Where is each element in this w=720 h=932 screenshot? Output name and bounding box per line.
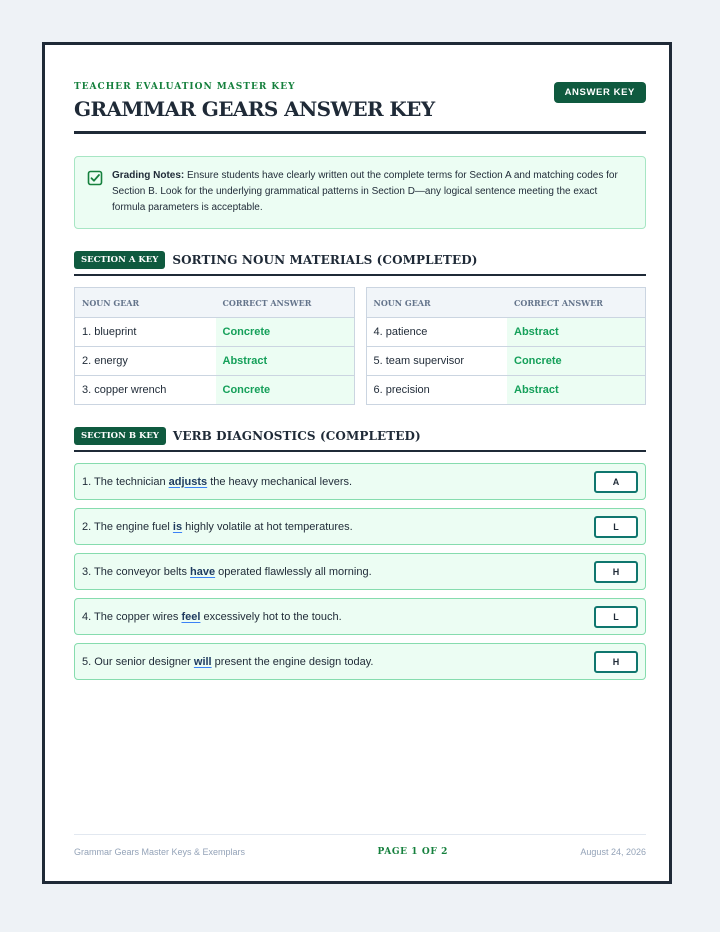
col-header-noun: NOUN GEAR (366, 288, 507, 318)
verb-highlight: will (193, 655, 212, 668)
table-row (75, 347, 355, 376)
sentence-end: the heavy mechanical levers. (207, 475, 353, 488)
sentence (82, 476, 352, 488)
sentence-end: highly volatile at hot temperatures. (182, 520, 353, 533)
noun-table-right (366, 287, 647, 405)
sentence (82, 521, 353, 533)
answer-code-box: H (594, 561, 638, 583)
list-item (74, 598, 646, 635)
noun-cell: 5. team supervisor (366, 347, 507, 376)
answer-cell: Abstract (507, 376, 646, 405)
answer-code-box: L (594, 516, 638, 538)
footer-date: August 24, 2026 (580, 847, 646, 857)
table-row (366, 376, 646, 405)
worksheet-page (42, 42, 672, 884)
sentence (82, 611, 342, 623)
noun-cell: 1. blueprint (75, 318, 216, 347)
sentence-start: 1. The technician (82, 475, 169, 488)
table-row (366, 347, 646, 376)
footer-doc-name: Grammar Gears Master Keys & Exemplars (74, 847, 246, 857)
grading-notes-text: Ensure students have clearly written out the complete terms for Section A and matching codes for Section B. Look for the underlying grammatical patterns in Section D—any logical sentence meeting the exact formula parameters is acceptable. (112, 170, 618, 213)
answer-code-box: A (594, 471, 638, 493)
page-content (74, 74, 646, 688)
col-header-answer: CORRECT ANSWER (507, 288, 646, 318)
sentence-start: 2. The engine fuel (82, 520, 173, 533)
page-number: PAGE 1 OF 2 (377, 847, 448, 857)
section-b-title: VERB DIAGNOSTICS (COMPLETED) (172, 429, 421, 443)
page-footer (74, 834, 646, 857)
noun-cell: 6. precision (373, 384, 430, 396)
answer-cell: Abstract (507, 318, 646, 347)
section-a-tag: SECTION A KEY (74, 251, 165, 269)
section-a-title: SORTING NOUN MATERIALS (COMPLETED) (172, 253, 478, 267)
noun-cell: 4. patience (366, 318, 507, 347)
verb-highlight: feel (181, 610, 201, 623)
col-header-noun: NOUN GEAR (75, 288, 216, 318)
sentence-end: present the engine design today. (211, 655, 374, 668)
answer-code-box: L (594, 606, 638, 628)
verb-highlight: adjusts (168, 475, 208, 488)
section-b-header (74, 427, 646, 452)
noun-tables (74, 287, 646, 405)
list-item (74, 643, 646, 680)
checkbox-icon (87, 170, 103, 186)
col-header-answer: CORRECT ANSWER (216, 288, 355, 318)
answer-cell: Concrete (216, 376, 355, 405)
sentence (82, 656, 373, 668)
answer-cell: Abstract (216, 347, 355, 376)
sentence-end: excessively hot to the touch. (200, 610, 342, 623)
eyebrow-label: TEACHER EVALUATION MASTER KEY (74, 82, 296, 92)
verb-diagnostics-list (74, 463, 646, 680)
grading-notes-box (74, 156, 646, 229)
grading-notes-label: Grading Notes: (112, 170, 185, 181)
answer-code-box: H (594, 651, 638, 673)
table-row (75, 318, 355, 347)
sentence-start: 4. The copper wires (82, 610, 182, 623)
table-row (366, 318, 646, 347)
noun-table-left (74, 287, 355, 405)
noun-cell: 2. energy (75, 347, 216, 376)
section-a-header (74, 251, 646, 276)
sentence-end: operated flawlessly all morning. (215, 565, 372, 578)
list-item (74, 508, 646, 545)
sentence-start: 3. The conveyor belts (82, 565, 191, 578)
answer-cell: Concrete (216, 318, 355, 347)
list-item (74, 463, 646, 500)
noun-cell: 3. copper wrench (82, 384, 167, 396)
answer-cell: Concrete (507, 347, 646, 376)
table-row (75, 376, 355, 405)
verb-highlight: have (190, 565, 216, 578)
sentence-start: 5. Our senior designer (82, 655, 194, 668)
section-b-tag: SECTION B KEY (74, 427, 166, 445)
answer-key-badge: ANSWER KEY (554, 82, 646, 103)
page-title: GRAMMAR GEARS ANSWER KEY (74, 97, 646, 134)
list-item (74, 553, 646, 590)
sentence (82, 566, 372, 578)
verb-highlight: is (172, 520, 183, 533)
